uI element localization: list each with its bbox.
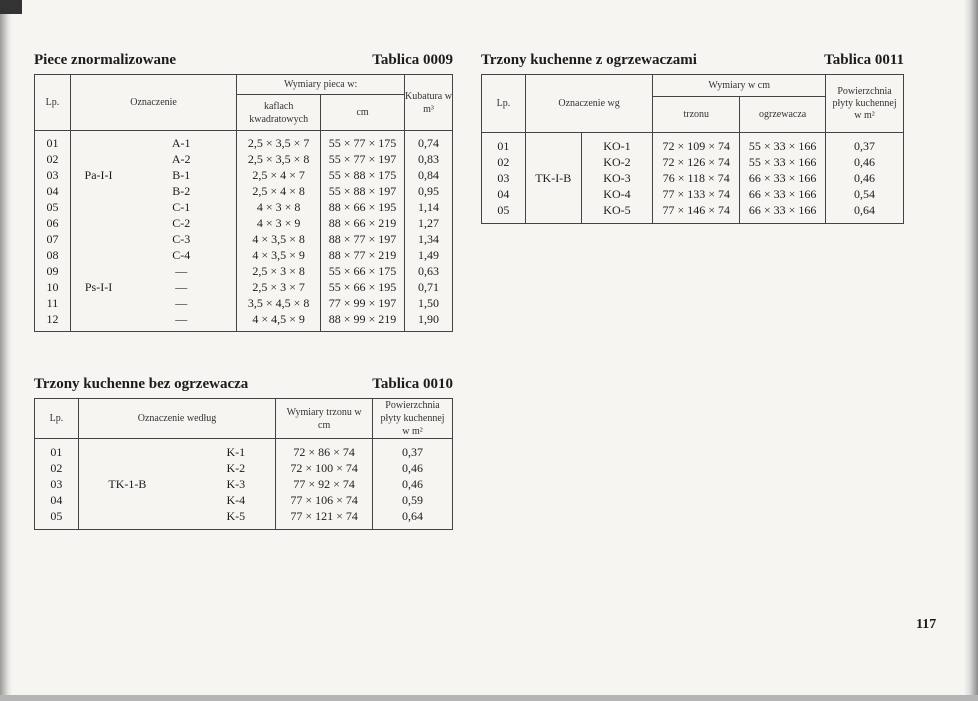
scan-left-edge [0, 0, 12, 701]
list-item: 2,5 × 3,5 × 8 [247, 152, 310, 166]
header-trzonu: trzonu [653, 97, 740, 133]
list-item: 0,64 [402, 509, 424, 523]
header-lp: Lp. [482, 75, 526, 133]
list-item: 4 × 3,5 × 8 [252, 232, 305, 246]
list-item: B-1 [172, 168, 191, 182]
list-item: 3,5 × 4,5 × 8 [247, 296, 310, 310]
table-0011-code: Tablica 0011 [824, 52, 904, 68]
list-item: 0,71 [418, 280, 439, 294]
list-item: 0,46 [402, 461, 424, 475]
list-item: 4 × 4,5 × 9 [252, 312, 305, 326]
list-item: K-5 [226, 509, 246, 523]
list-item: C-2 [172, 216, 191, 230]
header-ogrzewacza: ogrzewacza [740, 97, 826, 133]
list-item: C-4 [172, 248, 191, 262]
list-item: KO-2 [603, 155, 631, 169]
list-item: 72 × 126 × 74 [662, 155, 731, 169]
list-item: 0,95 [418, 184, 439, 198]
column-tiles [237, 131, 321, 332]
list-item: 01 [497, 139, 510, 153]
list-item: 03 [46, 168, 59, 182]
header-surface: Powierzchnia płyty kuchennej w m² [373, 399, 453, 439]
table-0009-section [34, 52, 453, 332]
list-item: 55 × 66 × 175 [328, 264, 397, 278]
list-item: 0,83 [418, 152, 439, 166]
list-item: 0,59 [402, 493, 424, 507]
column-surface [826, 133, 904, 224]
list-item: A-1 [171, 136, 191, 150]
list-item: 88 × 66 × 195 [328, 200, 397, 214]
list-item: 77 × 106 × 74 [290, 493, 358, 507]
list-item: 02 [50, 461, 63, 475]
column-lp [35, 131, 71, 332]
list-item: 1,27 [418, 216, 439, 230]
list-item: 12 [46, 312, 59, 326]
table-0009-title: Piece znormalizowane [34, 52, 177, 68]
list-item: 4 × 3 × 8 [256, 200, 301, 214]
scan-right-edge [964, 0, 978, 701]
list-item: 77 × 146 × 74 [662, 203, 731, 217]
column-lp [482, 133, 526, 224]
header-cm: cm [321, 95, 405, 131]
header-dimensions: Wymiary pieca w: [237, 75, 405, 95]
list-item: — [175, 264, 188, 278]
list-item: 72 × 100 × 74 [290, 461, 358, 475]
list-item: 77 × 92 × 74 [293, 477, 355, 491]
list-item: 1,50 [418, 296, 439, 310]
column-ogrzewacza [740, 133, 826, 224]
table-0010-code: Tablica 0010 [372, 376, 453, 392]
list-item: 0,46 [854, 171, 876, 185]
list-item: 55 × 88 × 197 [328, 184, 397, 198]
list-item: 66 × 33 × 166 [748, 187, 817, 201]
list-item: 66 × 33 × 166 [748, 203, 817, 217]
list-item: 2,5 × 3 × 8 [252, 264, 305, 278]
group-label: TK-1-B [78, 439, 176, 530]
table-0010-section [34, 376, 453, 530]
list-item: — [175, 280, 188, 294]
header-designation: Oznaczenie według [78, 399, 275, 439]
list-item: 77 × 99 × 197 [328, 296, 397, 310]
scan-corner-mark [0, 0, 22, 14]
list-item: 72 × 109 × 74 [662, 139, 731, 153]
list-item: 2,5 × 3,5 × 7 [247, 136, 310, 150]
column-volume [405, 131, 453, 332]
header-dimensions: Wymiary trzonu w cm [276, 399, 373, 439]
list-item: 4 × 3,5 × 9 [252, 248, 305, 262]
list-item: 04 [46, 184, 59, 198]
list-item: 08 [46, 248, 59, 262]
list-item: 77 × 133 × 74 [662, 187, 731, 201]
list-item: 55 × 77 × 175 [328, 136, 397, 150]
page-number: 117 [916, 617, 937, 632]
list-item: A-2 [171, 152, 191, 166]
group-label: Pa-I-I [84, 168, 113, 182]
list-item: 04 [50, 493, 63, 507]
table-0009-heading [34, 52, 453, 74]
list-item: 0,46 [402, 477, 424, 491]
table-0011 [481, 74, 904, 224]
list-item: 88 × 77 × 197 [328, 232, 397, 246]
table-0010-heading [34, 376, 453, 398]
list-item: 1,90 [418, 312, 439, 326]
column-cm [321, 131, 405, 332]
table-0009 [34, 74, 453, 332]
header-dimensions: Wymiary w cm [653, 75, 826, 97]
header-lp: Lp. [35, 399, 79, 439]
list-item: KO-1 [603, 139, 631, 153]
list-item: 04 [497, 187, 510, 201]
header-lp: Lp. [35, 75, 71, 131]
column-trzonu [653, 133, 740, 224]
list-item: 0,84 [418, 168, 439, 182]
list-item: 10 [46, 280, 59, 294]
table-0011-section [481, 52, 904, 224]
header-volume: Kubatura w m³ [405, 75, 453, 131]
list-item: 0,64 [854, 203, 876, 217]
list-item: 11 [46, 296, 59, 310]
list-item: 02 [497, 155, 510, 169]
list-item: K-3 [226, 477, 246, 491]
column-type [176, 439, 276, 530]
list-item: KO-5 [603, 203, 631, 217]
list-item: C-3 [172, 232, 191, 246]
list-item: 77 × 121 × 74 [290, 509, 358, 523]
list-item: 4 × 3 × 9 [256, 216, 301, 230]
column-type [581, 133, 653, 224]
list-item: 01 [50, 445, 63, 459]
list-item: — [175, 296, 188, 310]
list-item: 72 × 86 × 74 [293, 445, 355, 459]
list-item: K-4 [226, 493, 246, 507]
list-item: 02 [46, 152, 59, 166]
list-item: 76 × 118 × 74 [662, 171, 730, 185]
column-type [126, 131, 237, 332]
list-item: B-2 [172, 184, 191, 198]
list-item: 0,74 [418, 136, 439, 150]
header-designation: Oznaczenie [70, 75, 236, 131]
header-tiles: kaflach kwadratowych [237, 95, 321, 131]
header-surface: Powierzchnia płyty kuchennej w m² [826, 75, 904, 133]
group-label: TK-I-B [525, 133, 581, 224]
list-item: 05 [46, 200, 59, 214]
list-item: — [175, 312, 188, 326]
list-item: C-1 [172, 200, 191, 214]
list-item: 0,46 [854, 155, 876, 169]
table-0011-heading [481, 52, 904, 74]
list-item: KO-3 [603, 171, 631, 185]
list-item: 0,37 [402, 445, 424, 459]
list-item: 55 × 88 × 175 [328, 168, 397, 182]
column-dimensions [276, 439, 373, 530]
list-item: 88 × 99 × 219 [328, 312, 397, 326]
table-0009-code: Tablica 0009 [372, 52, 453, 68]
list-item: 05 [497, 203, 510, 217]
list-item: 09 [46, 264, 59, 278]
list-item: 55 × 66 × 195 [328, 280, 397, 294]
list-item: 05 [50, 509, 63, 523]
list-item: 01 [46, 136, 59, 150]
list-item: 1,49 [418, 248, 439, 262]
list-item: 2,5 × 4 × 7 [252, 168, 305, 182]
list-item: 55 × 77 × 197 [328, 152, 397, 166]
list-item: 1,14 [418, 200, 439, 214]
list-item: 03 [50, 477, 63, 491]
list-item: 2,5 × 3 × 7 [252, 280, 305, 294]
list-item: 1,34 [418, 232, 439, 246]
list-item: 06 [46, 216, 59, 230]
column-lp [35, 439, 79, 530]
list-item: 66 × 33 × 166 [748, 171, 817, 185]
group-label: Ps-I-I [84, 280, 113, 294]
list-item: 03 [497, 171, 510, 185]
header-designation: Oznaczenie wg [525, 75, 653, 133]
list-item: 0,63 [418, 264, 439, 278]
scan-bottom-edge [0, 695, 978, 701]
list-item: 55 × 33 × 166 [748, 155, 817, 169]
list-item: K-1 [226, 445, 246, 459]
list-item: 0,54 [854, 187, 876, 201]
list-item: 88 × 66 × 219 [328, 216, 397, 230]
list-item: 2,5 × 4 × 8 [252, 184, 305, 198]
list-item: 88 × 77 × 219 [328, 248, 397, 262]
table-0010 [34, 398, 453, 530]
list-item: 55 × 33 × 166 [748, 139, 817, 153]
column-group [70, 131, 126, 332]
list-item: KO-4 [603, 187, 631, 201]
table-0010-title: Trzony kuchenne bez ogrzewacza [34, 376, 249, 392]
list-item: 0,37 [854, 139, 876, 153]
list-item: 07 [46, 232, 59, 246]
column-surface [373, 439, 453, 530]
list-item: K-2 [226, 461, 246, 475]
table-0011-title: Trzony kuchenne z ogrzewaczami [481, 52, 697, 68]
